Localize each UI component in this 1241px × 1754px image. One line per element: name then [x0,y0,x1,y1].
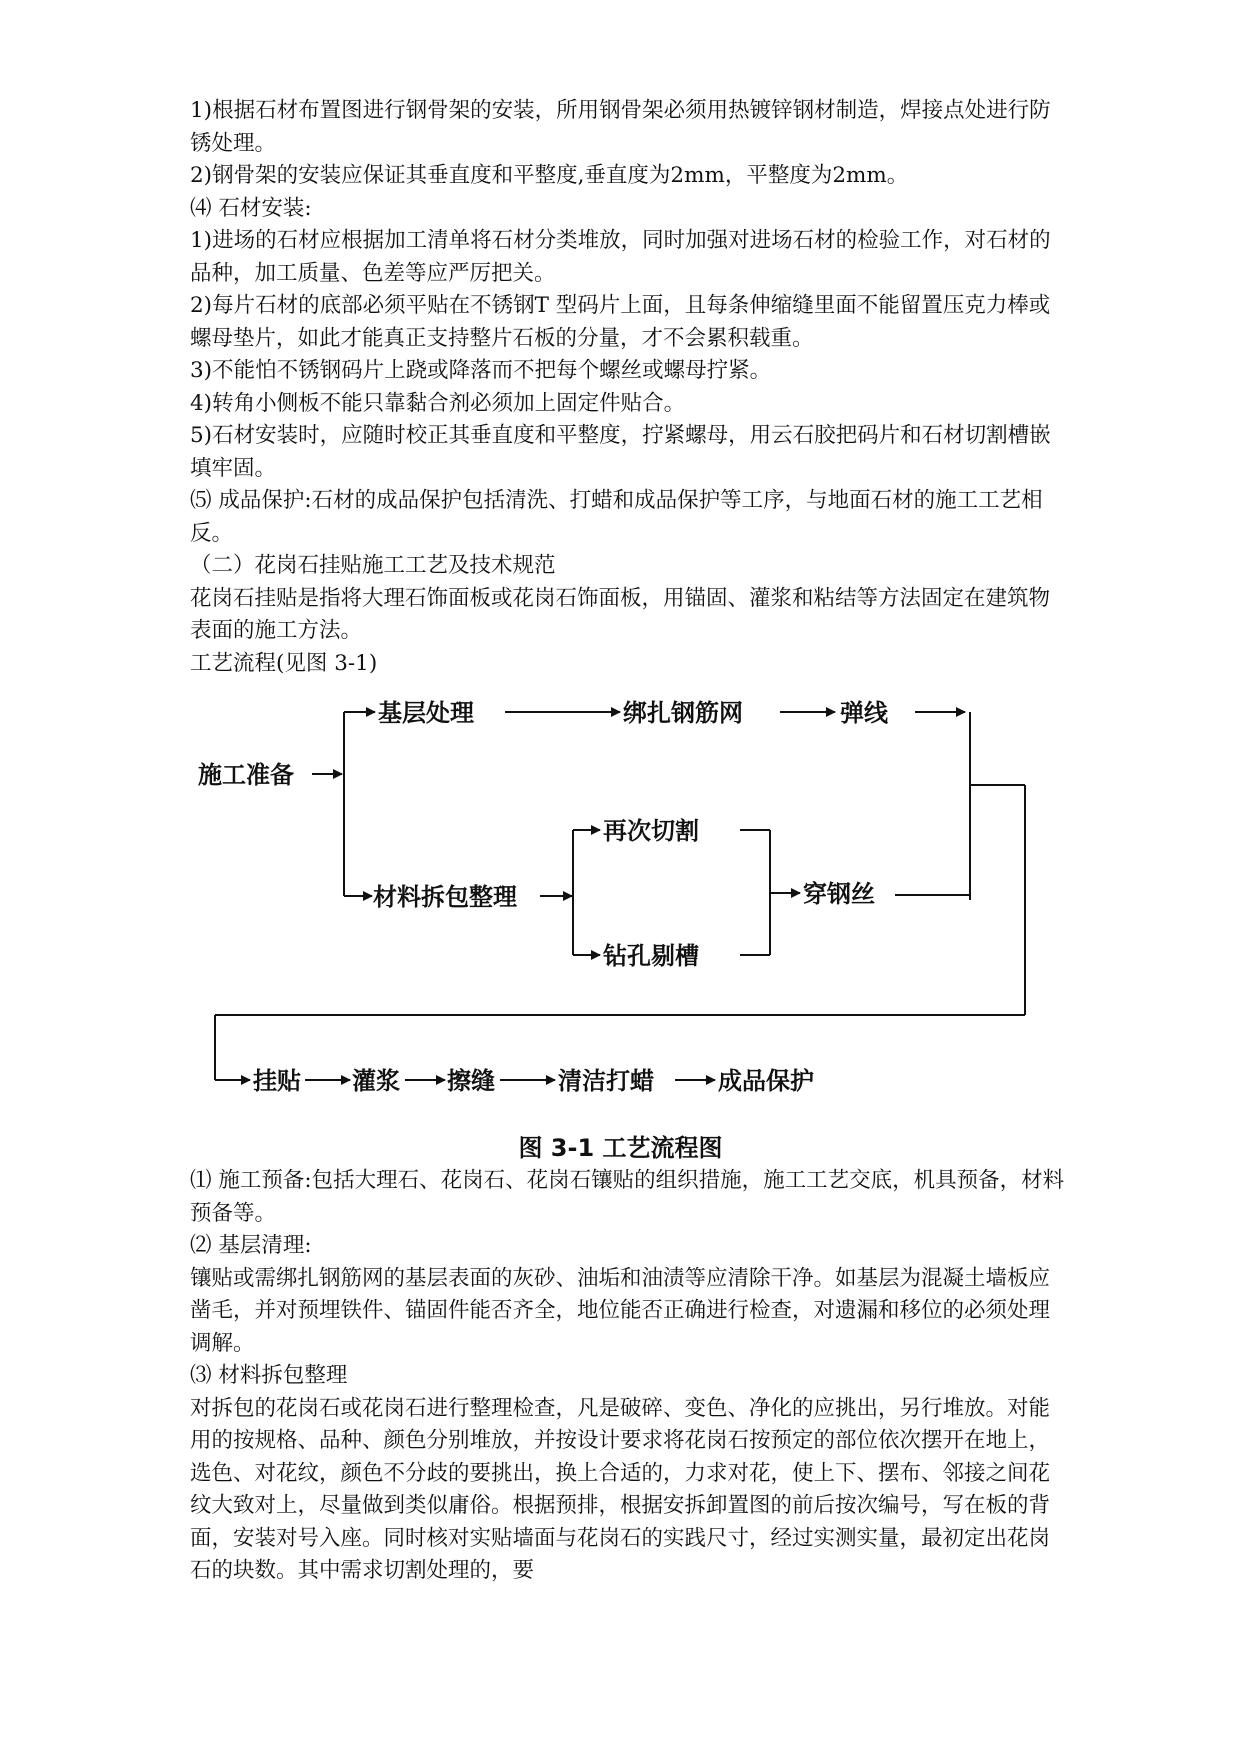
paragraph: 1)根据石材布置图进行钢骨架的安装，所用钢骨架必须用热镀锌钢材制造，焊接点处进行防锈处理。 [190,98,1051,156]
section-heading: ⑷ 石材安装: [190,195,312,221]
node-rebar: 绑扎钢筋网 [623,699,743,727]
node-protect: 成品保护 [718,1067,814,1095]
node-drill: 钻孔剔槽 [603,942,699,970]
paragraph: ⑸ 成品保护:石材的成品保护包括清洗、打蜡和成品保护等工序，与地面石材的施工工艺相反。 [190,488,1043,546]
paragraph: ⑴ 施工预备:包括大理石、花岗石、花岗石镶贴的组织措施，施工工艺交底，机具预备，材料预备等。 [190,1168,1065,1226]
node-start: 施工准备 [198,761,294,789]
flow-connectors [215,712,1025,1080]
paragraph: 花岗石挂贴是指将大理石饰面板或花岗石饰面板，用锚固、灌浆和粘结等方法固定在建筑物表面的施工方法。 [190,585,1051,643]
paragraph: 4)转角小侧板不能只靠黏合剂必须加上固定件贴合。 [190,390,686,416]
section-heading: （二）花岗石挂贴施工工艺及技术规范 [190,553,556,578]
paragraph: 镶贴或需绑扎钢筋网的基层表面的灰砂、油垢和油渍等应清除干净。如基层为混凝土墙板应凿毛，并对预埋铁件、锚固件能否齐全，地位能否正确进行检查，对遗漏和移位的必须处理调解。 [190,1265,1051,1356]
node-base: 基层处理 [378,699,474,727]
node-unpack: 材料拆包整理 [373,883,517,911]
node-hang: 挂贴 [253,1067,301,1095]
paragraph: 2)每片石材的底部必须平贴在不锈钢T 型码片上面，且每条伸缩缝里面不能留置压克力棒或螺母垫片，如此才能真正支持整片石板的分量，才不会累积载重。 [190,293,1051,351]
node-grout: 灌浆 [352,1067,400,1095]
paragraph: 5)石材安装时，应随时校正其垂直度和平整度，拧紧螺母，用云石胶把码片和石材切割槽嵌填牢固。 [190,423,1051,481]
node-snap-line: 弹线 [840,699,888,727]
paragraph: 工艺流程(见图 3-1) [190,650,378,676]
paragraph: 对拆包的花岗石或花岗石进行整理检查，凡是破碎、变色、净化的应挑出，另行堆放。对能用的按规格、品种、颜色分别堆放，并按设计要求将花岗石按预定的部位依次摆开在地上，选色、对花纹，颜色不分歧的要挑出，换上合适的，力求对花，使上下、摆布、邻接之间花纹大致对上，尽量做到类似庸俗。根据预排，根据安拆卸置图的前后按次编号，写在板的背面，安装对号入座。同时核对实贴墙面与花岗石的实践尺寸，经过实测实量，最初定出花岗石的块数。其中需求切割处理的，要 [190,1395,1051,1583]
paragraph: 3)不能怕不锈钢码片上跷或降落而不把每个螺丝或螺母拧紧。 [190,358,772,383]
bottom-text-block [190,1165,1070,1588]
paragraph: 2)钢骨架的安装应保证其垂直度和平整度,垂直度为2mm，平整度为2mm。 [190,163,909,188]
node-recut: 再次切割 [603,817,699,845]
node-wire: 穿钢丝 [803,880,875,908]
node-joint: 擦缝 [447,1067,495,1095]
node-clean: 清洁打蜡 [558,1067,654,1095]
section-heading: ⑶ 材料拆包整理 [190,1363,348,1388]
section-heading: ⑵ 基层清理: [190,1233,312,1258]
figure-caption: 图 3-1 工艺流程图 [518,1134,723,1162]
paragraph: 1)进场的石材应根据加工清单将石材分类堆放，同时加强对进场石材的检验工作，对石材的品种，加工质量、色差等应严厉把关。 [190,228,1051,286]
